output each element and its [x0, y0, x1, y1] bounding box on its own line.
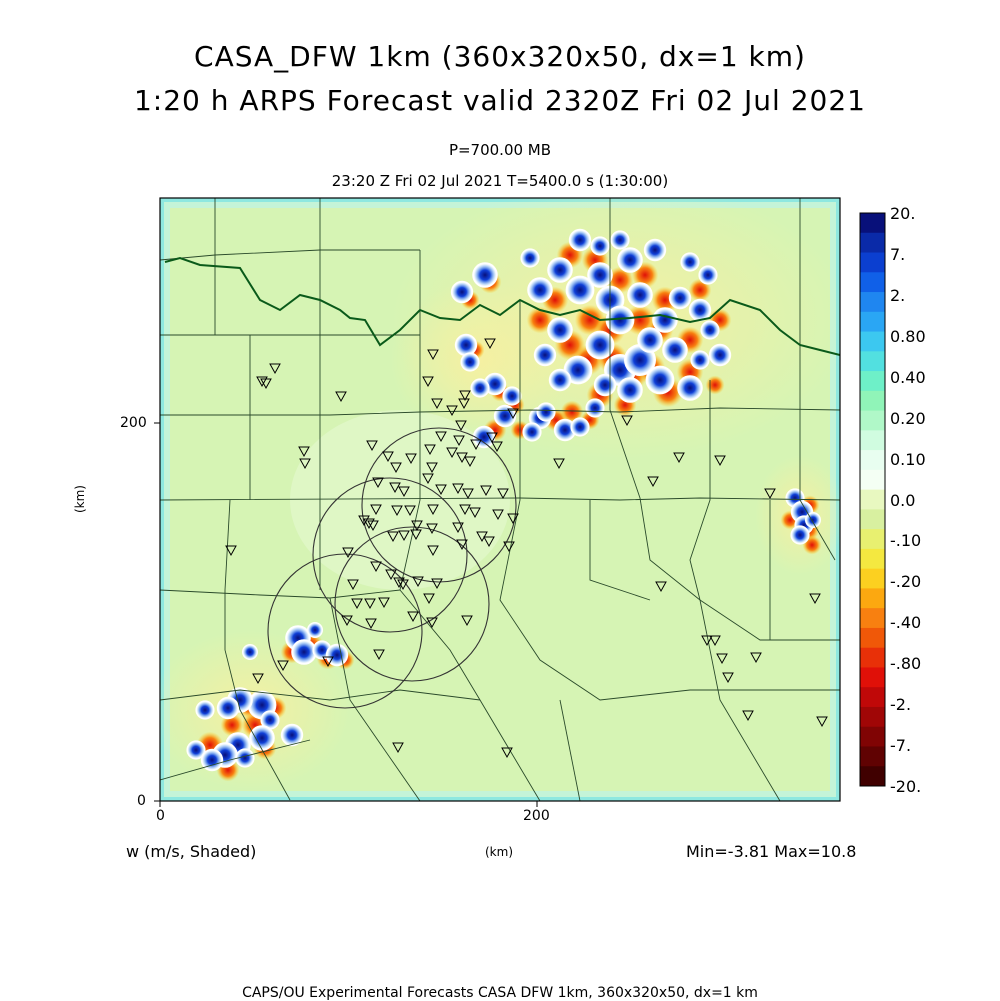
colorbar-swatch	[860, 312, 885, 332]
updraft-cell	[690, 300, 710, 320]
y-axis-unit: (km)	[73, 484, 88, 514]
colorbar-swatch	[860, 569, 885, 589]
updraft-cell	[452, 282, 472, 302]
colorbar-label: -20.	[890, 777, 922, 796]
colorbar-swatch	[860, 588, 885, 608]
updraft-cell	[629, 284, 651, 306]
updraft-cell	[251, 727, 273, 749]
colorbar-swatch	[860, 430, 885, 450]
colorbar-swatch	[860, 687, 885, 707]
downdraft-cell	[706, 376, 725, 395]
colorbar-swatch	[860, 608, 885, 628]
updraft-cell	[282, 725, 302, 745]
colorbar-label: -.40	[890, 613, 922, 633]
updraft-cell	[293, 641, 315, 663]
colorbar-swatch	[860, 628, 885, 648]
updraft-cell	[243, 645, 257, 659]
colorbar-swatch	[860, 371, 885, 391]
updraft-cell	[549, 259, 571, 281]
updraft-cell	[308, 623, 322, 637]
y-tick-200: 200	[120, 415, 147, 431]
min-max-readout: Min=-3.81 Max=10.8	[686, 842, 857, 861]
colorbar-swatch	[860, 391, 885, 411]
colorbar-swatch	[860, 490, 885, 510]
colorbar-swatch	[860, 332, 885, 352]
colorbar-label: -7.	[890, 736, 912, 756]
updraft-cell	[670, 288, 690, 308]
updraft-cell	[589, 264, 611, 286]
colorbar-swatch	[860, 213, 885, 233]
valid-time: 23:20 Z Fri 02 Jul 2021 T=5400.0 s (1:30:00)	[331, 172, 669, 190]
colorbar-swatch	[860, 727, 885, 747]
updraft-cell	[692, 352, 709, 369]
field-label: w (m/s, Shaded)	[126, 842, 257, 861]
updraft-cell	[700, 267, 717, 284]
x-axis-unit: (km)	[485, 845, 514, 859]
colorbar-swatch	[860, 253, 885, 273]
updraft-cell	[538, 404, 555, 421]
colorbar-swatch	[860, 707, 885, 727]
updraft-cell	[474, 427, 494, 447]
footer-credit: CAPS/OU Experimental Forecasts CASA DFW 1km, 360x320x50, dx=1 km	[242, 985, 758, 1001]
colorbar-swatch	[860, 450, 885, 470]
colorbar-swatch	[860, 272, 885, 292]
updraft-cell	[595, 375, 615, 395]
updraft-cell	[524, 424, 541, 441]
updraft-cell	[792, 527, 809, 544]
updraft-cell	[570, 230, 590, 250]
colorbar-label: 0.20	[890, 408, 926, 428]
colorbar-swatch	[860, 233, 885, 253]
updraft-cell	[639, 329, 661, 351]
colorbar-swatch	[860, 509, 885, 529]
x-tick-200: 200	[523, 808, 550, 824]
colorbar-swatch	[860, 648, 885, 668]
updraft-cell	[619, 379, 641, 401]
colorbar-swatch	[860, 351, 885, 371]
updraft-cell	[702, 322, 719, 339]
colorbar-swatch	[860, 470, 885, 490]
colorbar-label: 2.	[890, 285, 906, 305]
updraft-cell	[587, 332, 612, 357]
title-line-1: CASA_DFW 1km (360x320x50, dx=1 km)	[194, 40, 806, 73]
updraft-cell	[218, 698, 238, 718]
colorbar-swatch	[860, 766, 885, 786]
updraft-cell	[474, 264, 496, 286]
colorbar-swatch	[860, 746, 885, 766]
colorbar-swatch	[860, 667, 885, 687]
colorbar-swatch	[860, 292, 885, 312]
updraft-cell	[654, 309, 676, 331]
updraft-cell	[472, 380, 489, 397]
updraft-cell	[710, 345, 730, 365]
colorbar-label: -.80	[890, 654, 922, 674]
x-tick-0: 0	[156, 808, 165, 824]
updraft-cell	[535, 345, 555, 365]
updraft-cell	[664, 339, 686, 361]
updraft-cell	[647, 367, 672, 392]
colorbar-label: 0.40	[890, 367, 926, 387]
colorbar-label: 7.	[890, 244, 906, 264]
colorbar-swatch	[860, 411, 885, 431]
colorbar-label: -.20	[890, 572, 922, 592]
updraft-cell	[197, 702, 214, 719]
colorbar-label: -.10	[890, 531, 922, 551]
updraft-cell	[522, 250, 539, 267]
y-tick-0: 0	[137, 793, 146, 809]
colorbar-label: 0.0	[890, 490, 916, 510]
colorbar-label: 0.80	[890, 326, 926, 346]
colorbar	[860, 213, 885, 787]
updraft-cell	[619, 249, 641, 271]
pressure-level: P=700.00 MB	[448, 141, 552, 159]
title-line-2: 1:20 h ARPS Forecast valid 2320Z Fri 02 Jul 2021	[133, 84, 866, 117]
updraft-cell	[682, 254, 699, 271]
updraft-cell	[529, 279, 551, 301]
updraft-cell	[572, 419, 589, 436]
updraft-cell	[612, 232, 629, 249]
updraft-cell	[587, 400, 604, 417]
colorbar-label: 0.10	[890, 449, 926, 469]
colorbar-label: 20.	[890, 204, 916, 223]
colorbar-swatch	[860, 549, 885, 569]
colorbar-label: -2.	[890, 695, 912, 715]
updraft-cell	[456, 335, 476, 355]
updraft-cell	[549, 319, 571, 341]
updraft-cell	[679, 377, 701, 399]
updraft-cell	[462, 354, 479, 371]
updraft-cell	[550, 370, 570, 390]
updraft-cell	[592, 238, 609, 255]
updraft-cell	[806, 513, 820, 527]
updraft-cell	[645, 240, 665, 260]
updraft-cell	[504, 388, 521, 405]
colorbar-swatch	[860, 529, 885, 549]
